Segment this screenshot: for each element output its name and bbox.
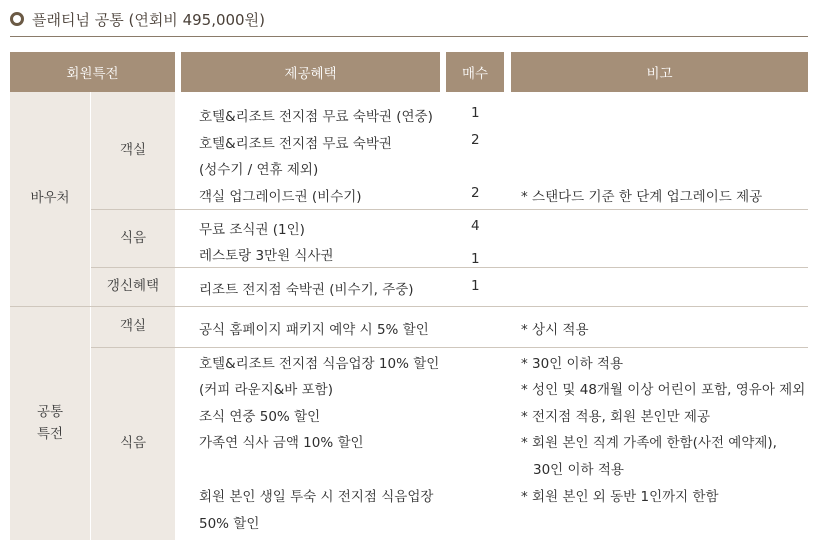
subgroup-voucher-renewal: 갱신혜택 [91, 268, 175, 306]
section-title [10, 8, 265, 30]
subgroup-common-dining: 식음 [91, 348, 175, 540]
header-remarks: 비고 [511, 52, 808, 92]
remark-text: * 성인 및 48개월 이상 어린이 포함, 영유아 제외 [521, 382, 806, 398]
section-title-text: 플래티넘 공통 (연회비 495,000원) [32, 10, 265, 29]
group-voucher: 바우처 [10, 92, 90, 306]
benefit-text: (커피 라운지&바 포함) [199, 382, 333, 398]
row-divider [91, 267, 808, 268]
benefit-text: 회원 본인 생일 투숙 시 전지점 식음업장 [199, 489, 434, 505]
count-value: 1 [471, 278, 480, 294]
count-value: 2 [471, 132, 480, 148]
subgroup-voucher-dining: 식음 [91, 210, 175, 267]
count-value: 2 [471, 185, 480, 201]
circle-bullet-icon [10, 12, 24, 26]
row-divider [91, 209, 808, 210]
benefit-text: 객실 업그레이드권 (비수기) [199, 189, 362, 205]
remark-text: * 전지점 적용, 회원 본인만 제공 [521, 409, 710, 425]
count-value: 4 [471, 218, 480, 234]
header-provided-benefit: 제공혜택 [181, 52, 440, 92]
benefit-text: 조식 연중 50% 할인 [199, 409, 321, 425]
remark-text: * 회원 본인 직계 가족에 한함(사전 예약제), [521, 435, 777, 451]
benefit-text: 호텔&리조트 전지점 무료 숙박권 [199, 136, 392, 152]
title-divider [10, 36, 808, 37]
benefit-text: 공식 홈페이지 패키지 예약 시 5% 할인 [199, 322, 429, 338]
header-count: 매수 [446, 52, 504, 92]
benefit-text: 50% 할인 [199, 516, 260, 532]
group-common-benefits: 공통 특전 [10, 307, 90, 540]
remark-text: * 상시 적용 [521, 322, 589, 338]
subgroup-common-room: 객실 [91, 307, 175, 347]
benefit-text: 가족연 식사 금액 10% 할인 [199, 435, 364, 451]
remark-text: 30인 이하 적용 [533, 462, 624, 478]
benefit-text: 호텔&리조트 전지점 무료 숙박권 (연중) [199, 109, 433, 125]
benefit-text: 무료 조식권 (1인) [199, 222, 305, 238]
count-value: 1 [471, 251, 480, 267]
remark-text: * 스탠다드 기준 한 단계 업그레이드 제공 [521, 189, 763, 205]
subgroup-voucher-room: 객실 [91, 92, 175, 209]
row-divider [91, 347, 808, 348]
count-value: 1 [471, 105, 480, 121]
header-member-benefit: 회원특전 [10, 52, 175, 92]
benefit-text: (성수기 / 연휴 제외) [199, 162, 319, 178]
section-divider [10, 306, 808, 307]
remark-text: * 회원 본인 외 동반 1인까지 한함 [521, 489, 719, 505]
benefit-text: 레스토랑 3만원 식사권 [199, 248, 334, 264]
remark-text: * 30인 이하 적용 [521, 356, 624, 372]
benefit-text: 호텔&리조트 전지점 식음업장 10% 할인 [199, 356, 440, 372]
benefit-text: 리조트 전지점 숙박권 (비수기, 주중) [199, 282, 414, 298]
